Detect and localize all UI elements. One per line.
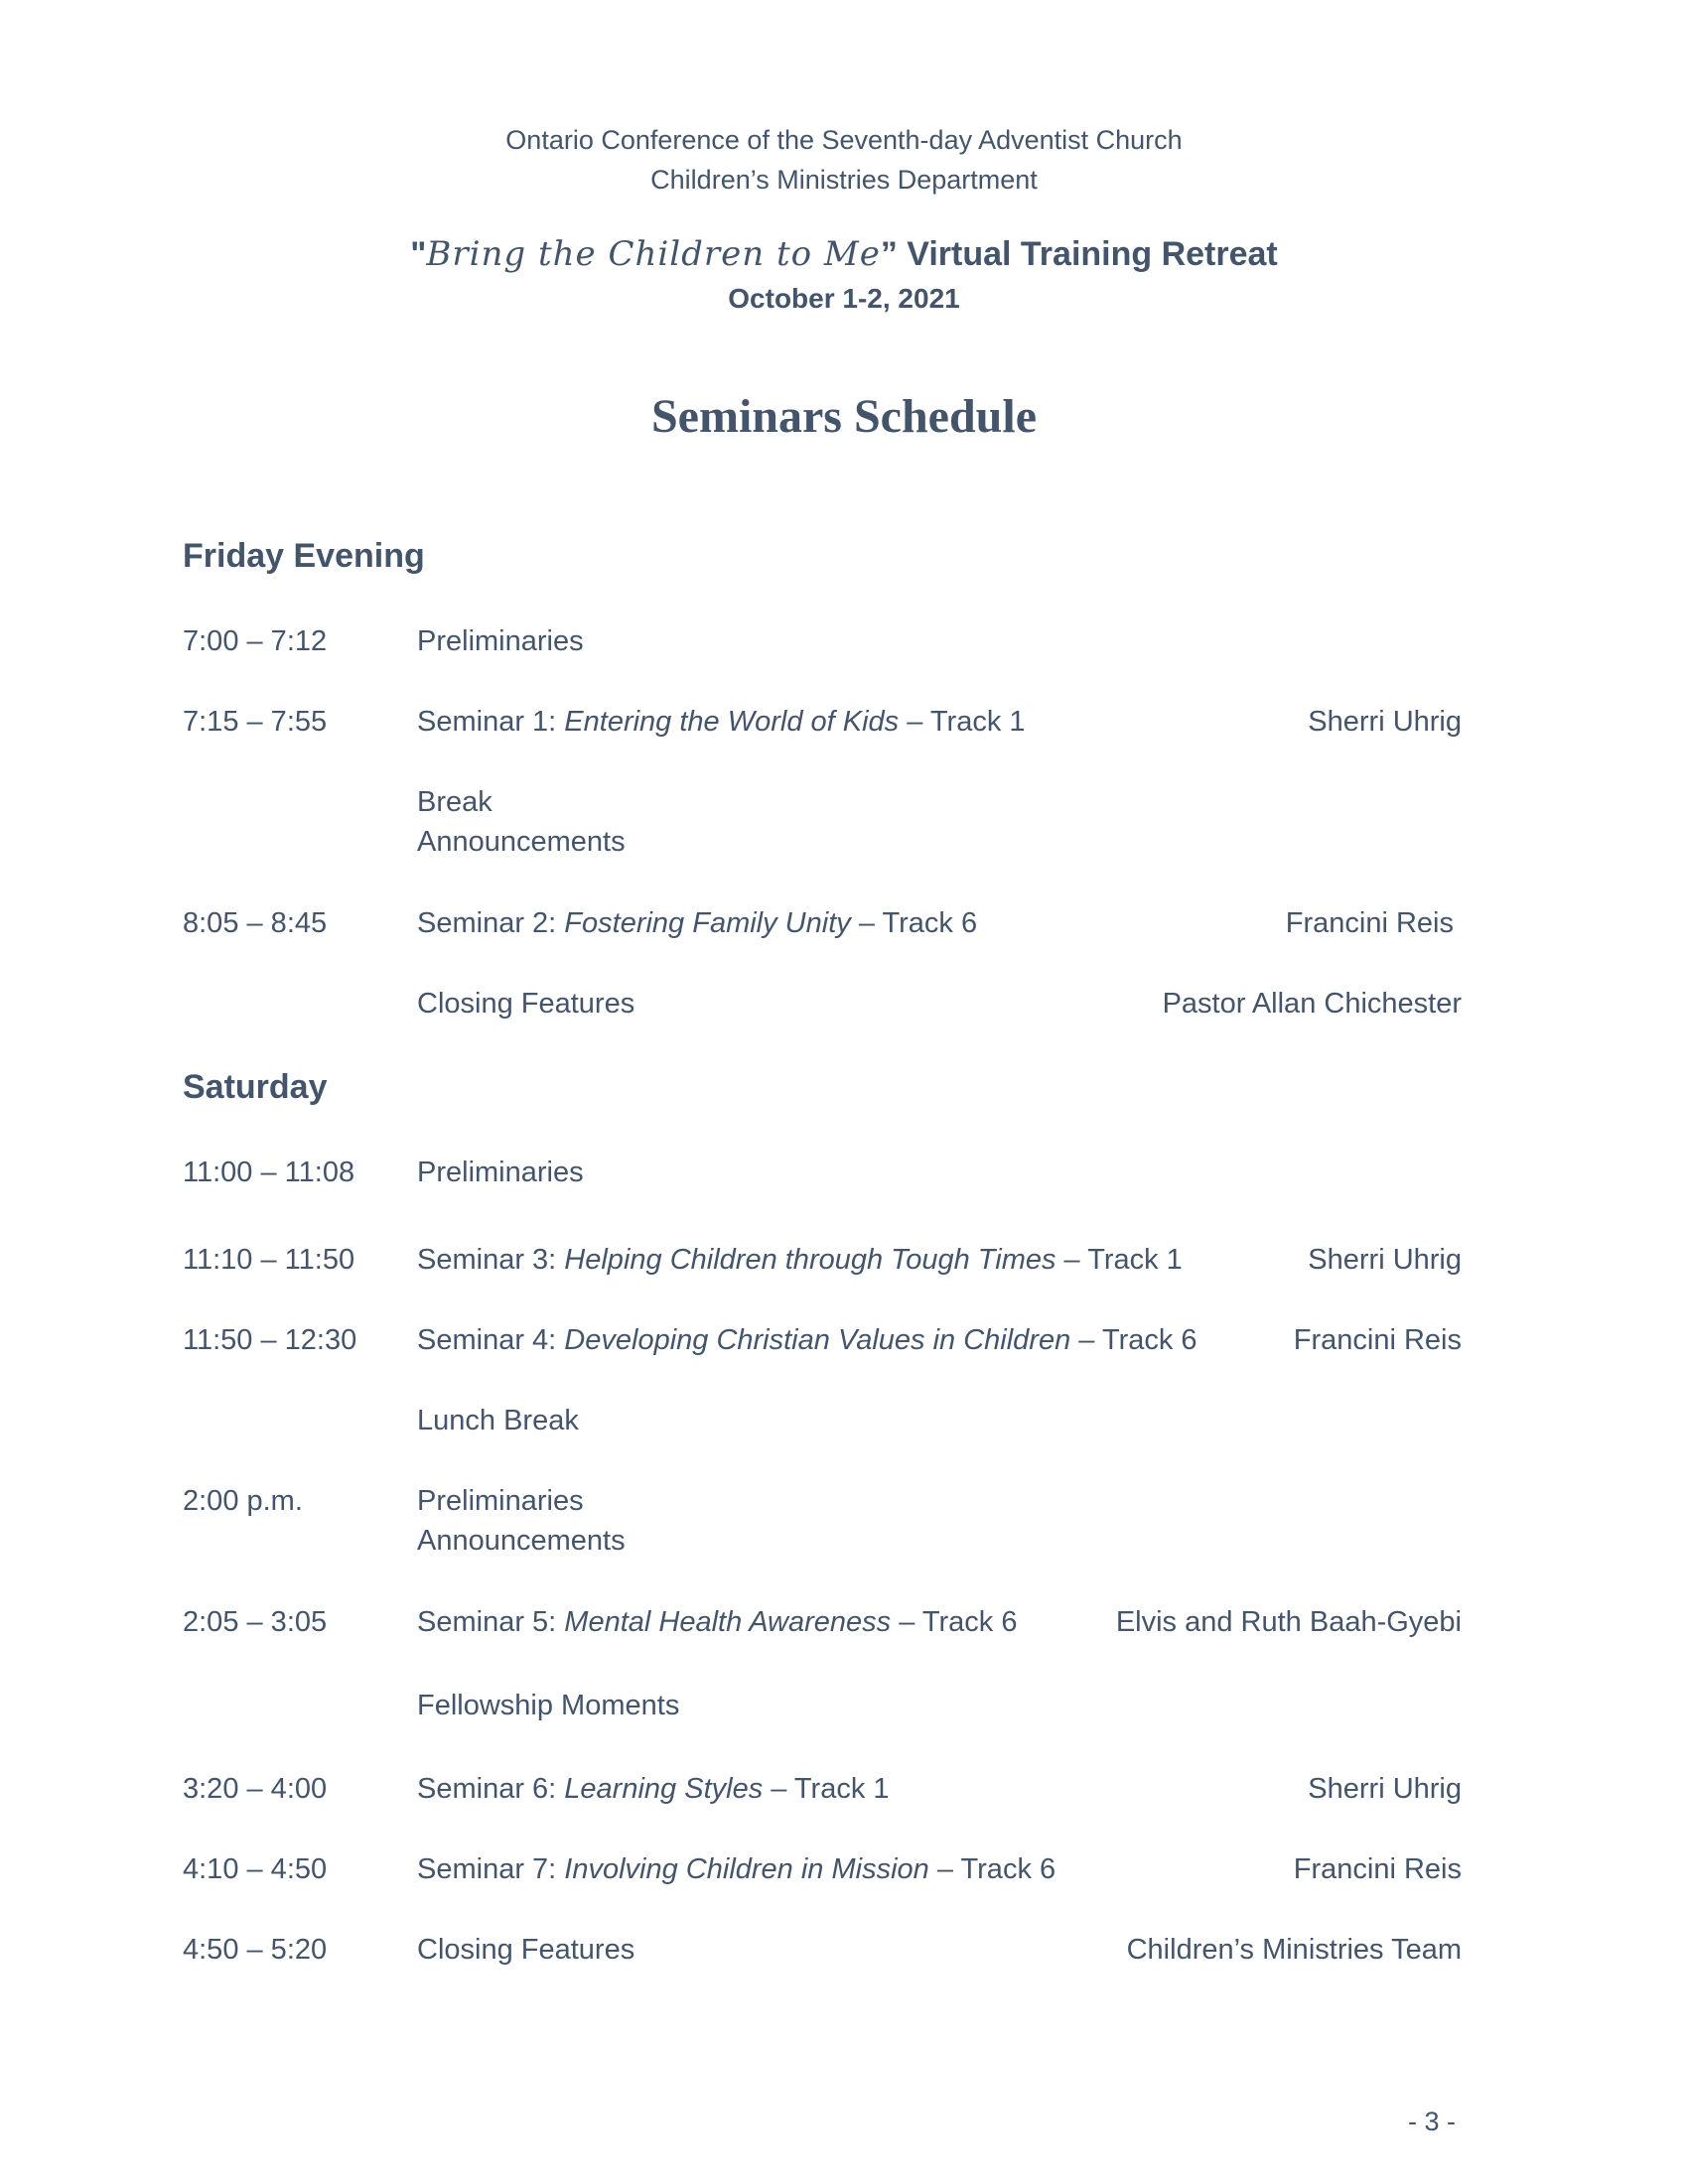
row-time: 11:00 – 11:08 (183, 1157, 355, 1188)
organization-name: Ontario Conference of the Seventh-day Adventist Church (505, 125, 1183, 155)
row-presenter: Francini Reis (1285, 907, 1454, 939)
row-event (417, 1320, 1197, 1360)
seminar-title: Helping Children through Tough Times (564, 1244, 1056, 1276)
seminar-prefix: Seminar 4: (417, 1324, 565, 1356)
row-time: 4:50 – 5:20 (183, 1934, 328, 1966)
row-time: 7:00 – 7:12 (183, 625, 328, 657)
schedule-row (0, 782, 1688, 862)
row-presenter: Sherri Uhrig (1308, 1244, 1462, 1276)
seminar-track: – Track 6 (850, 907, 978, 939)
row-event-secondary: Announcements (417, 826, 626, 858)
row-presenter: Children’s Ministries Team (1126, 1934, 1462, 1966)
schedule-row (0, 1481, 1688, 1561)
schedule-title: Seminars Schedule (650, 390, 1038, 443)
schedule-row (0, 1602, 1688, 1682)
seminar-track: – Track 1 (899, 706, 1026, 738)
row-time: 7:15 – 7:55 (183, 706, 328, 738)
seminar-track: – Track 6 (891, 1606, 1018, 1638)
row-event (417, 1240, 1183, 1280)
row-event: Preliminaries (417, 1157, 584, 1188)
schedule-row (0, 903, 1688, 983)
row-presenter: Sherri Uhrig (1308, 706, 1462, 738)
seminar-track: – Track 1 (763, 1773, 890, 1805)
row-presenter: Francini Reis (1293, 1853, 1462, 1885)
seminar-title: Involving Children in Mission (564, 1853, 929, 1885)
row-event: Fellowship Moments (417, 1690, 680, 1721)
seminar-track: – Track 6 (1070, 1324, 1197, 1356)
row-time: 8:05 – 8:45 (183, 907, 328, 939)
row-time: 11:50 – 12:30 (183, 1324, 357, 1356)
row-event: Lunch Break (417, 1405, 579, 1436)
row-time: 2:05 – 3:05 (183, 1606, 328, 1638)
row-event (417, 1769, 890, 1809)
seminar-title: Learning Styles (564, 1773, 764, 1805)
schedule-row (0, 1849, 1688, 1929)
retreat-title-rest: ” Virtual Training Retreat (880, 235, 1278, 273)
seminar-track: – Track 6 (928, 1853, 1056, 1885)
row-event (417, 702, 1026, 742)
row-time: 4:10 – 4:50 (183, 1853, 328, 1885)
schedule-row (0, 621, 1688, 701)
schedule-row (0, 1153, 1688, 1232)
schedule-row (0, 1320, 1688, 1400)
row-time: 2:00 p.m. (183, 1485, 303, 1517)
retreat-title-quote: " (410, 235, 427, 273)
seminar-track: – Track 1 (1055, 1244, 1183, 1276)
schedule-row (0, 1769, 1688, 1848)
seminar-prefix: Seminar 3: (417, 1244, 565, 1276)
retreat-dates: October 1-2, 2021 (728, 283, 960, 314)
row-event-secondary: Announcements (417, 1525, 626, 1557)
page-number: - 3 - (1407, 2107, 1456, 2136)
seminar-prefix: Seminar 2: (417, 907, 565, 939)
retreat-title (0, 234, 1688, 274)
row-event: Preliminaries (417, 1485, 584, 1517)
seminar-title: Mental Health Awareness (564, 1606, 892, 1638)
row-time: 3:20 – 4:00 (183, 1773, 328, 1805)
row-presenter: Sherri Uhrig (1308, 1773, 1462, 1805)
row-event (417, 1849, 1055, 1889)
seminar-title: Developing Christian Values in Children (564, 1324, 1071, 1356)
row-event: Preliminaries (417, 625, 584, 657)
row-presenter: Francini Reis (1293, 1324, 1462, 1356)
seminar-prefix: Seminar 1: (417, 706, 565, 738)
schedule-row (0, 984, 1688, 1063)
schedule-row (0, 1401, 1688, 1480)
row-event (417, 1602, 1017, 1642)
department-name: Children’s Ministries Department (650, 165, 1038, 195)
row-event: Closing Features (417, 1934, 635, 1966)
row-presenter: Elvis and Ruth Baah-Gyebi (1115, 1606, 1462, 1638)
seminar-title: Fostering Family Unity (564, 907, 851, 939)
schedule-row (0, 702, 1688, 781)
seminar-prefix: Seminar 7: (417, 1853, 565, 1885)
seminar-prefix: Seminar 6: (417, 1773, 565, 1805)
schedule-row (0, 1240, 1688, 1319)
seminar-title: Entering the World of Kids (564, 706, 900, 738)
schedule-row (0, 1930, 1688, 2009)
row-presenter: Pastor Allan Chichester (1162, 988, 1462, 1020)
day-heading-saturday: Saturday (183, 1068, 328, 1106)
row-time: 11:10 – 11:50 (183, 1244, 355, 1276)
row-event: Closing Features (417, 988, 635, 1020)
seminar-prefix: Seminar 5: (417, 1606, 565, 1638)
row-event: Break (417, 786, 492, 818)
day-heading-friday: Friday Evening (183, 537, 425, 575)
schedule-row (0, 1686, 1688, 1765)
retreat-title-script: Bring the Children to Me (426, 234, 881, 274)
row-event (417, 903, 977, 943)
